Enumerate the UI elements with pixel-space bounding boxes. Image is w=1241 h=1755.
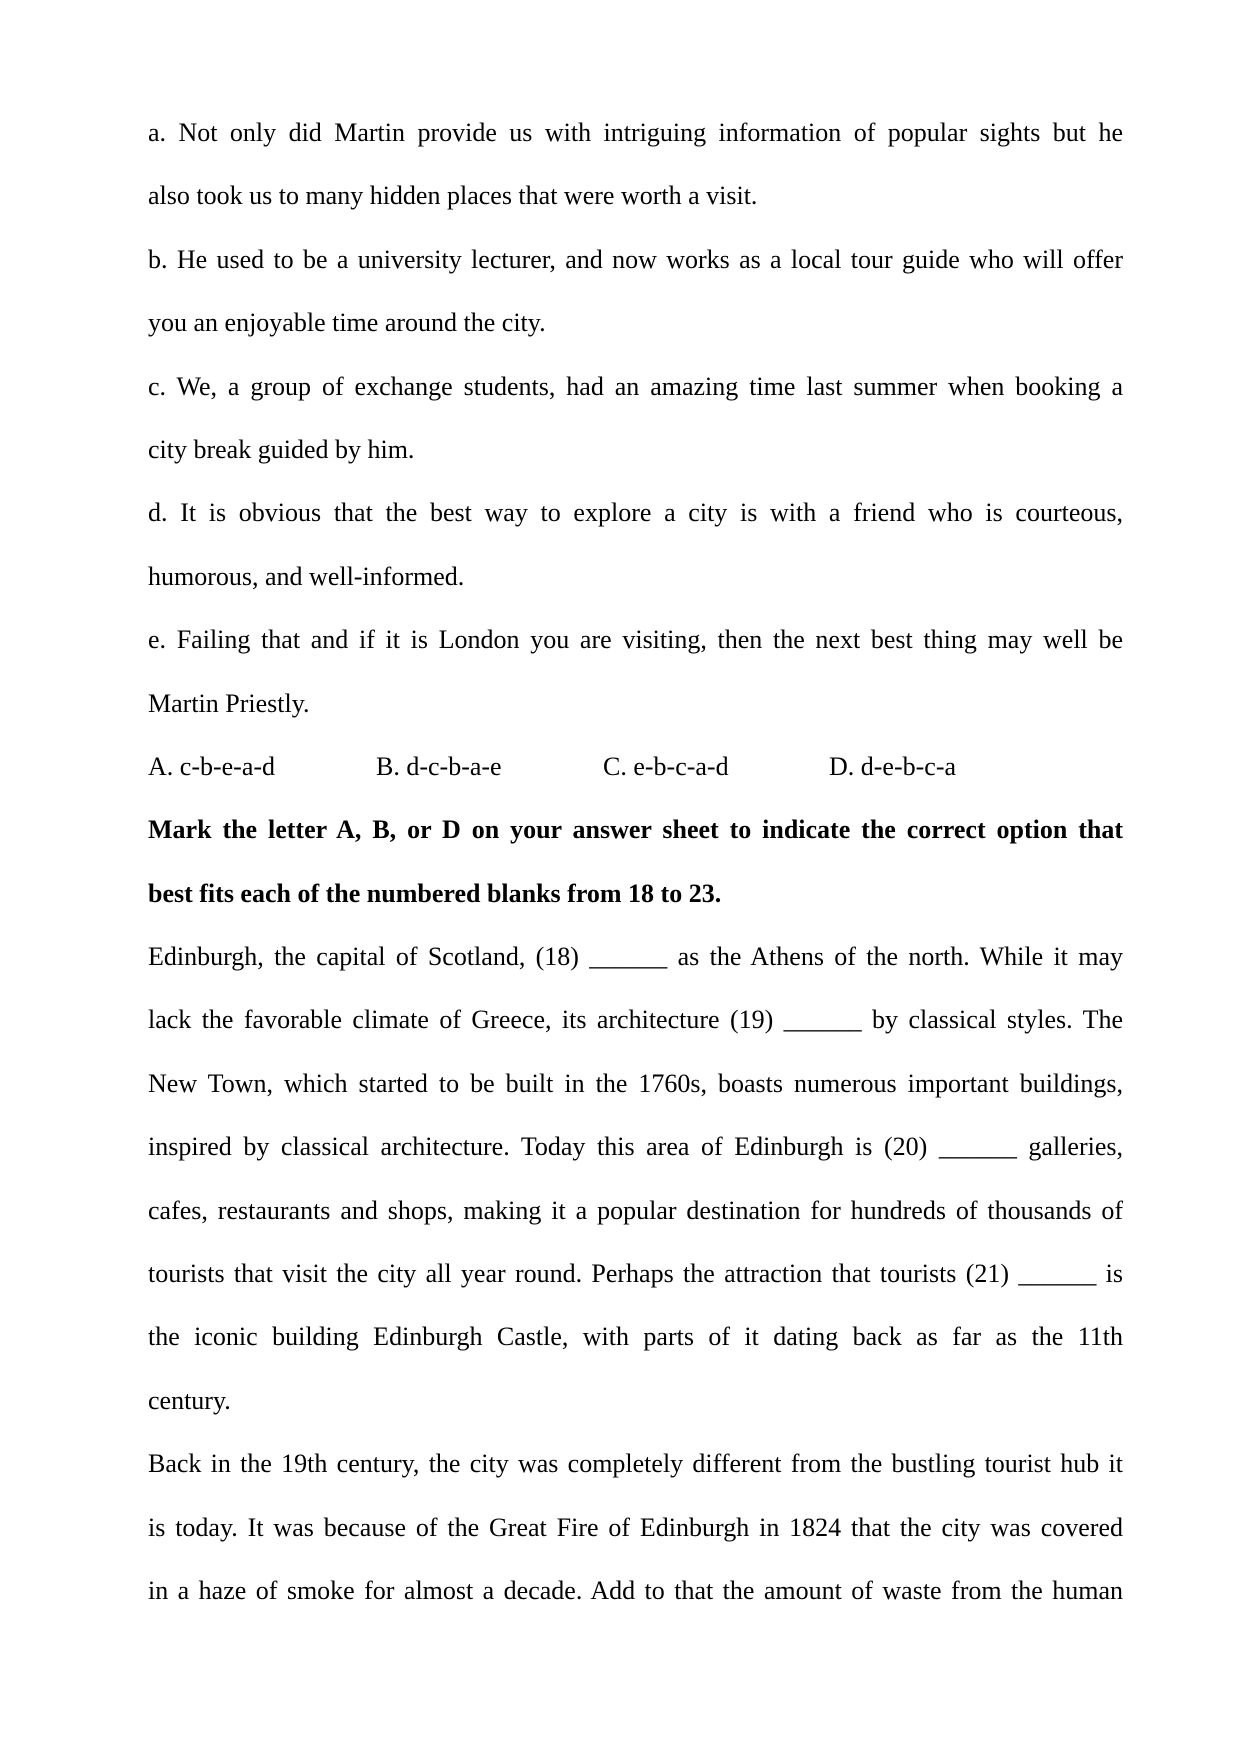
section-instruction-line: Mark the letter A, B, or D on your answer sheet to indicate the correct option that xyxy=(148,815,1123,845)
section-instruction-line: best fits each of the numbered blanks from 18 to 23. xyxy=(148,878,722,908)
answer-option-b: B. d-c-b-a-e xyxy=(376,751,502,781)
cloze-passage-paragraph-2-line: Back in the 19th century, the city was completely different from the bustling tourist hub it xyxy=(148,1449,1123,1479)
sentence-d-line: d. It is obvious that the best way to explore a city is with a friend who is courteous, xyxy=(148,498,1123,528)
sentence-a-line: also took us to many hidden places that were worth a visit. xyxy=(148,181,758,211)
sentence-c-line: city break guided by him. xyxy=(148,434,415,464)
cloze-passage-paragraph-1-line: cafes, restaurants and shops, making it a popular destination for hundreds of thousands of xyxy=(148,1195,1123,1225)
cloze-passage-paragraph-1-line: inspired by classical architecture. Today this area of Edinburgh is (20) ______ galleries, xyxy=(148,1132,1123,1162)
cloze-passage-paragraph-1-line: New Town, which started to be built in the 1760s, boasts numerous important buildings, xyxy=(148,1068,1123,1098)
sentence-b-line: you an enjoyable time around the city. xyxy=(148,308,546,338)
cloze-passage-paragraph-2-line: in a haze of smoke for almost a decade. Add to that the amount of waste from the human xyxy=(148,1575,1123,1605)
sentence-e-line: e. Failing that and if it is London you are visiting, then the next best thing may well be xyxy=(148,625,1123,655)
cloze-passage-paragraph-1-line: the iconic building Edinburgh Castle, with parts of it dating back as far as the 11th xyxy=(148,1322,1123,1352)
answer-option-c: C. e-b-c-a-d xyxy=(603,751,729,781)
sentence-b-line: b. He used to be a university lecturer, and now works as a local tour guide who will offer xyxy=(148,244,1123,274)
answer-option-a: A. c-b-e-a-d xyxy=(148,751,276,781)
document-body xyxy=(148,101,1123,1622)
question-17-options xyxy=(148,735,1123,798)
cloze-passage-paragraph-1-line: lack the favorable climate of Greece, its architecture (19) ______ by classical styles. The xyxy=(148,1005,1123,1035)
cloze-passage-paragraph-1-line: tourists that visit the city all year round. Perhaps the attraction that tourists (21) ______ is xyxy=(148,1259,1123,1289)
cloze-passage-paragraph-1-line: Edinburgh, the capital of Scotland, (18) ______ as the Athens of the north. While it may xyxy=(148,942,1123,972)
sentence-a-line: a. Not only did Martin provide us with intriguing information of popular sights but he xyxy=(148,118,1123,147)
cloze-passage-paragraph-1-line: century. xyxy=(148,1385,231,1415)
cloze-passage-paragraph-2-line: is today. It was because of the Great Fire of Edinburgh in 1824 that the city was covered xyxy=(148,1512,1123,1542)
sentence-e-line: Martin Priestly. xyxy=(148,688,310,718)
sentence-c-line: c. We, a group of exchange students, had an amazing time last summer when booking a xyxy=(148,371,1123,401)
answer-option-d: D. d-e-b-c-a xyxy=(829,751,957,781)
sentence-d-line: humorous, and well-informed. xyxy=(148,561,465,591)
